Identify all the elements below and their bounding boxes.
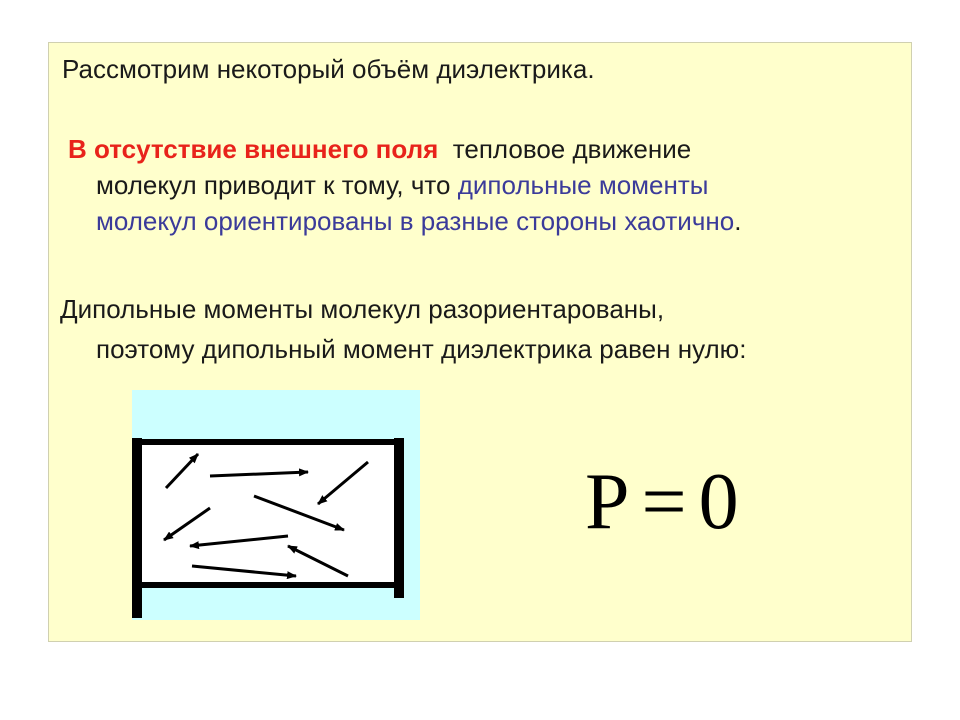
paragraph-2-line-1 [68, 136, 691, 162]
paragraph-3-line-1: Дипольные моменты молекул разориентарованы, [60, 294, 665, 324]
dielectric-diagram [132, 390, 422, 620]
paragraph-2-line-3 [96, 208, 741, 234]
highlight-no-external-field: В отсутствие внешнего поля [68, 134, 439, 164]
paragraph-2-text: тепловое движение [438, 134, 692, 164]
formula-rhs: 0 [698, 458, 739, 546]
formula-lhs: P [585, 458, 630, 546]
paragraph-3-line-2 [96, 336, 746, 362]
paragraph-3-colon: : [739, 334, 747, 364]
highlight-chaotic-orientation: молекул ориентированы в разные стороны хаотично [96, 206, 735, 236]
formula-equals: = [641, 458, 687, 546]
highlight-dipole-moments: дипольные моменты [457, 170, 709, 200]
left-plate [132, 438, 142, 618]
intro-text: Рассмотрим некоторый объём диэлектрика. [62, 54, 595, 84]
dielectric-slab [134, 442, 402, 588]
paragraph-3-text: поэтому дипольный момент диэлектрика равен нулю [96, 334, 740, 364]
right-plate [394, 438, 404, 598]
paragraph-2-line-2 [96, 172, 708, 198]
dipole-formula [585, 458, 739, 546]
paragraph-2-text-2: молекул приводит к тому, что [96, 170, 458, 200]
paragraph-2-period: . [734, 206, 742, 236]
